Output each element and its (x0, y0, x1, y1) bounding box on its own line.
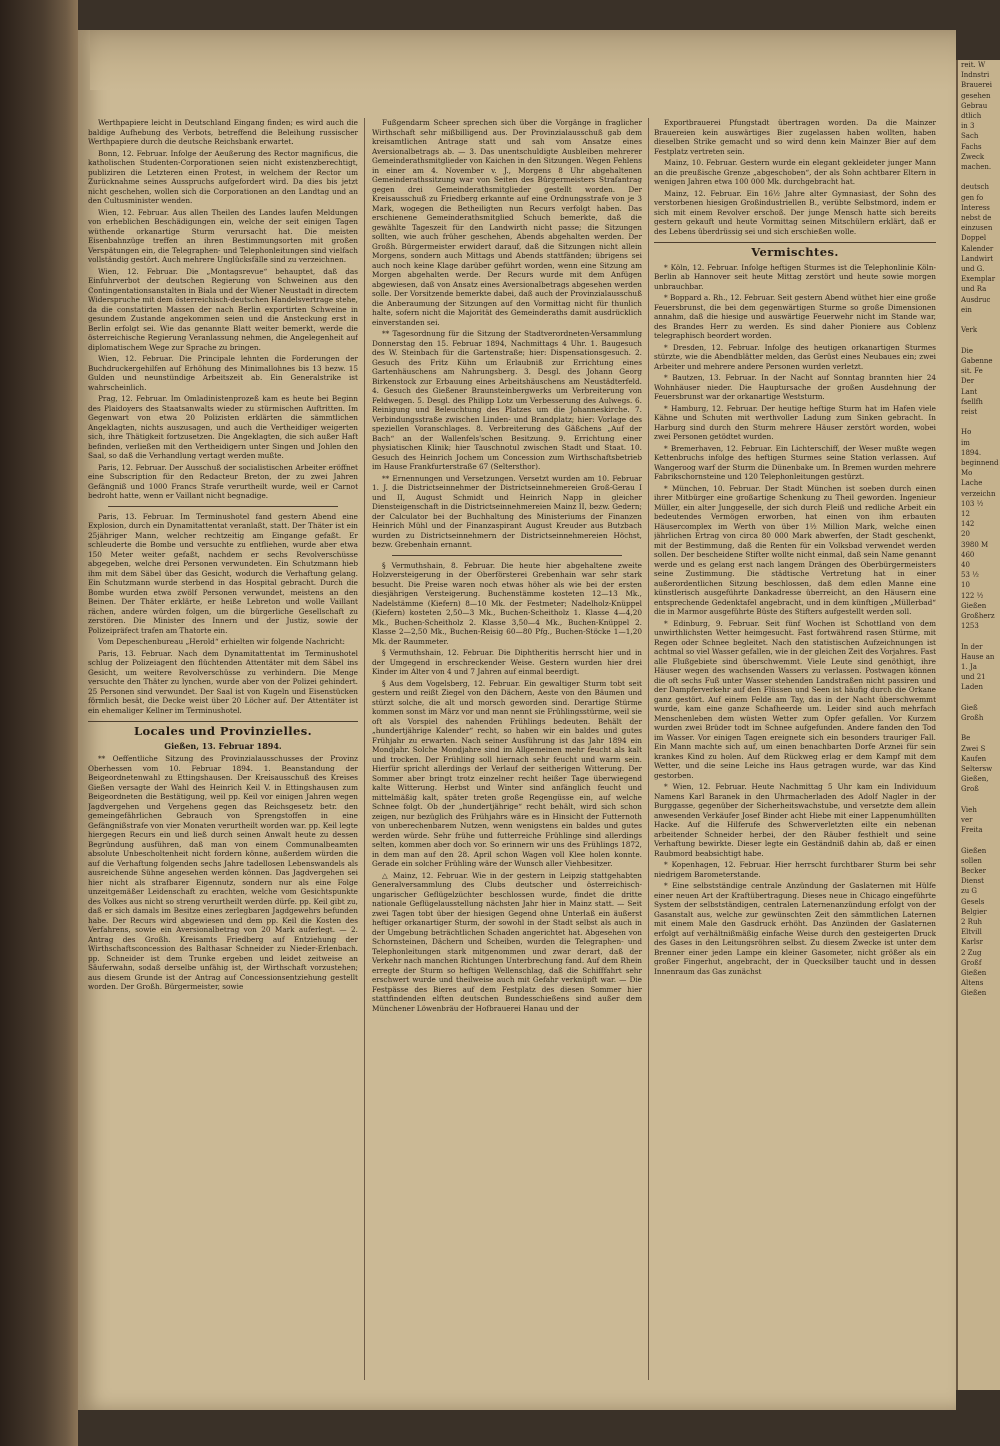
adjacent-page-fragment (961, 693, 1000, 703)
adjacent-page-fragment: Lache (961, 479, 983, 488)
adjacent-page-fragment: im (961, 438, 970, 447)
adjacent-page-fragment: 2 Zug (961, 948, 982, 957)
article-column-2 (372, 118, 642, 1380)
adjacent-page-fragment: Interess (961, 203, 990, 212)
book-spine-shadow (0, 0, 78, 1446)
adjacent-page-fragment: Ho (961, 428, 972, 437)
adjacent-page-fragment: machen. (961, 163, 992, 172)
adjacent-page-fragment: Zwei S (961, 744, 986, 753)
adjacent-page-fragment: 40 (961, 560, 970, 569)
section-heading: Vermischtes. (654, 242, 936, 258)
adjacent-page-fragment (961, 723, 1000, 733)
article-paragraph: Vom Depeschenbureau „Herold“ erhielten wir folgende Nachricht: (98, 637, 345, 646)
adjacent-page-fragment: 103 ½ (961, 499, 984, 508)
adjacent-page-fragment: beginnend (961, 458, 999, 467)
article-paragraph: * Eine selbstständige centrale Anzündung der Gaslaternen mit Hülfe einer neuen Art der Kraftübertragung. Dieses neue in Chicago eingeführte System der selbstständigen, centralen Laternenanzündung erfolgt von der Gasanstalt aus, welche zur gewünschten Zeit den sämmtlichen Laternen mit einem Male den Gasdruck erhöht. Das Anzünden der Gaslaternen erfolgt auf verhältnißmäßig einfache Weise durch den gesteigerten Druck des Gases in den Leitungsröhren selbst. Zu diesem Zwecke ist unter dem Brenner einer jeden Lampe ein kleiner Gasometer, nicht größer als ein großer Fingerhut, angebracht, der in Quecksilber taucht und in dessen Innenraum das Gas zunächst (654, 881, 936, 976)
adjacent-page-fragment (961, 631, 1000, 641)
adjacent-page-fragment: Eltvill (961, 928, 982, 937)
adjacent-page-fragment: Altens (961, 979, 984, 988)
article-paragraph: Wien, 12. Februar. Aus allen Theilen des Landes laufen Meldungen von erheblichen Beschädigungen ein, welche der seit einigen Tagen wüthende orkanartige Sturm verursacht hat. Die meisten Eisenbahnzüge treffen an ihren Bestimmungsorten mit großen Verspätungen ein, die Telegraphen- und Telephonleitungen sind vielfach vollständig gestört. Auch mehrere Unglücksfälle sind zu verzeichnen. (88, 207, 358, 264)
adjacent-page-fragment: Freita (961, 826, 983, 835)
article-column-1 (88, 118, 358, 1380)
adjacent-page-fragment: Großf (961, 958, 982, 967)
adjacent-page-fragment: und 21 (961, 673, 986, 682)
article-paragraph: Wien, 12. Februar. Die Principale lehnten die Forderungen der Buchdruckergehilfen auf Erhöhung des Minimallohnes bis 13 bezw. 15 Gulden und neunstündige Arbeitszeit ab. Ein Generalstrike ist wahrscheinlich. (88, 354, 358, 392)
adjacent-page-fragment: und Ra (961, 285, 987, 294)
article-paragraph: * Bautzen, 13. Februar. In der Nacht auf Sonntag brannten hier 24 Wohnhäuser nieder. Die Hauptursache der großen Ausdehnung der Feuersbrunst war der orkanartige Weststurm. (654, 373, 936, 401)
adjacent-page-fragment: Verk (961, 326, 978, 335)
article-paragraph: △ Mainz, 12. Februar. Wie in der gestern in Leipzig stattgehabten Generalversammlung des Clubs deutscher und österreichisch-ungarischer Geflügelzüchter beschlossen wurde, findet die dritte nationale Geflügelausstellung nächsten Jahr hier in Mainz statt. — Seit zwei Tagen tobt über der hiesigen Gegend ohne Unterlaß ein äußerst heftiger orkanartiger Sturm, der sowohl in der Stadt selbst als auch in der Umgebung beträchtlichen Schaden angerichtet hat. Abgesehen von Schornsteinen, Dächern und Scheiben, wurden die Telegraphen- und Telephonleitungen stark mitgenommen und zwar derart, daß der Verkehr nach manchen Richtungen Unterbrechung fand. Auf dem Rhein erregte der Sturm so heftigen Wellenschlag, daß die Schifffahrt sehr erschwert wurde und theilweise auch mit Gefahr verknüpft war. — Die Festpässe des Bieres auf dem Festplatz des diesen Sommer hier stattfindenden elften deutschen Bundesschießens sind außer dem Münchener Löwenbräu der Hofbrauerei Hanau und der (372, 870, 642, 1013)
article-paragraph: Paris, 13. Februar. Im Terminushotel fand gestern Abend eine Explosion, durch ein Dynamitattentat veranlaßt, statt. Der Thäter ist ein 25jähriger Mann, welcher rechtzeitig am Eingange gefaßt. Er schleuderte die Bombe und versuchte zu entfliehen, wurde aber etwa 150 Meter weiter gefaßt, nachdem er sechs Revolverschüsse abgegeben, welche drei Personen verwundeten. Ein Schutzmann hieb ihm mit dem Säbel über das Gesicht, wodurch die Verhaftung gelang. Ein Schutzmann wurde sterbend in das Hospital gebracht. Durch die Bombe wurden etwa zwölf Personen verwundet, meistens an den Beinen. Der Thäter erklärte, er heiße Lebreton und wolle Vaillant rächen, andere würden folgen, um die bürgerliche Gesellschaft zu zerstören. Die Minister des Innern und der Justiz, sowie der Polizeipräfect trafen am Thatorte ein. (88, 511, 358, 635)
article-paragraph: Werthpapiere leicht in Deutschland Eingang finden; es wird auch die baldige Aufhebung des Verbots, betreffend die Beleihung russischer Werthpapiere durch die deutsche Reichsbank erwartet. (88, 118, 358, 146)
adjacent-page-fragment (961, 315, 1000, 325)
adjacent-page-edge (956, 60, 1000, 1390)
article-paragraph: * Hamburg, 12. Februar. Der heutige heftige Sturm hat im Hafen viele Kähne und Schuten mit werthvoller Ladung zum Sinken gebracht. In Harburg sind durch den Sturm mehrere Häuser zerstört worden, wobei zwei Personen getödtet wurden. (654, 403, 936, 441)
article-column-3 (654, 118, 936, 1380)
adjacent-page-fragment (961, 172, 1000, 182)
adjacent-page-fragment: dtlich (961, 112, 982, 121)
adjacent-page-fragment: Exemplar (961, 275, 996, 284)
adjacent-page-fragment: nebst de (961, 214, 992, 223)
article-paragraph: Bonn, 12. Februar. Infolge der Aeußerung des Rector magnificus, die katholischen Studenten-Corporationen seien nicht existenzberechtigt, publiziren die Letzteren einen Protest, in welchem der Rector um Zurücknahme seines Ausspruchs aufgefordert wird. Da dies bis jetzt nicht geschehen, wollen sich die Corporationen an den Landtag und an den Cultusminister wenden. (88, 148, 358, 205)
adjacent-page-fragment: Der (961, 377, 975, 386)
article-paragraph: Exportbrauerei Pfungstadt übertragen worden. Da die Mainzer Brauereien kein auswärtiges Bier zugelassen haben wollten, haben dieselben Strike gemacht und so wird denn kein Mainzer Bier auf dem Festplatz vertreten sein. (654, 118, 936, 156)
adjacent-page-fragment: 10 (961, 581, 970, 590)
article-paragraph: ** Tagesordnung für die Sitzung der Stadtverordneten-Versammlung Donnerstag den 15. Februar 1894, Nachmittags 4 Uhr. 1. Baugesuch des W. Steinbach für die Gartenstraße; hier: Dispensationsgesuch. 2. Gesuch des Fritz Kühn um Erlaubniß zur Errichtung eines Gartenhäuschens am Nahrungsberg. 3. Desgl. des Johann Georg Birkenstock zur Erbauung eines Arbeitshäuschens am Neustädterfeld. 4. Gesuch des Gießener Braunsteinbergwerks um Verbreiterung von Feldwegen. 5. Desgl. des Philipp Lotz um Verbesserung des Aulwegs. 6. Reinigung und Beleuchtung des Platzes um die Johanneskirche. 7. Verbindungsstraße zwischen Linden- und Brandplatz; hier: Vorlage des speziellen Voranschlages. 8. Verbreiterung des Gäßchens „Auf der Bach“ an der Wallenfels'schen Besitzung. 9. Errichtung einer physiatischen Klinik; hier Tauschnotul zwischen Stadt und Staat. 10. Gesuch des Heinrich Jochem um Concession zum Wirthschaftsbetrieb im Hause Frankfurterstraße 67 (Seltersthor). (372, 329, 642, 471)
adjacent-page-fragment: Indnstri (961, 71, 990, 80)
adjacent-page-fragment: Karlsr (961, 938, 983, 947)
adjacent-page-fragment: 3980 M (961, 540, 989, 549)
adjacent-page-fragment: 2 Ruh (961, 918, 982, 927)
page-top-discoloration (90, 30, 956, 90)
dateline: Gießen, 13. Februar 1894. (164, 740, 282, 751)
adjacent-page-fragment: Gießen, (961, 775, 989, 784)
adjacent-page-fragment: Brauerei (961, 81, 993, 90)
adjacent-page-fragment: Kaufen (961, 754, 987, 763)
adjacent-page-fragment: Die (961, 346, 973, 355)
section-divider (108, 506, 338, 507)
adjacent-page-fragment: einzusen (961, 224, 993, 233)
adjacent-page-fragment: Laden (961, 683, 983, 692)
article-paragraph: * Edinburg, 9. Februar. Seit fünf Wochen ist Schottland von dem unwirthlichsten Wetter heimgesucht. Fast fortwährend rasen Stürme, mit Regen oder Schnee begleitet. Nach den statistischen Aufzeichnungen ist achtmal so viel Wasser gefallen, wie in der gleichen Zeit des Vorjahres. Fast alle Flußgebiete sind überschwemmt. Viele Leute sind genöthigt, ihre Häuser wegen des wachsenden Wassers zu verlassen. Postwagen können die oft sechs Fuß unter Wasser stehenden Landstraßen nicht passiren und der Dampferverkehr auf den Flüssen und Seen ist häufig durch die Orkane ganz gestört. Auf einem Felde am Tay, das in der Nacht überschwemmt wurde, kam eine ganze Schafheerde um. Leider sind auch mehrfach Menschenleben dem wüsten Wetter zum Opfer gefallen. Vor Kurzem wurden zwei Brüder todt im Schnee aufgefunden. Andere fanden den Tod im Wasser. Vor einigen Tagen ereignete sich ein besonders trauriger Fall. Ein Mann machte sich auf, um einen benachbarten Dorfe Arznei für sein krankes Kind zu holen. Auf dem Rückweg erlag er dem Kampf mit dem Wetter, und die seine Leiche ins Haus getragen wurde, war das Kind gestorben. (654, 618, 936, 780)
article-paragraph: Wien, 12. Februar. Die „Montagsrevue“ behauptet, daß das Einfuhrverbot der deutschen Regierung von Schweinen aus den Contingentationsanstalten in Biala und der Wiener Neustadt in directem Widerspruche mit dem österreichisch-deutschen Handelsvertrage stehe, da die constatirten Massen der nach Berlin exportirten Schweine in gesundem Zustande angekommen seien und die Ansteckung erst in Berlin erfolgt sei. Wie das genannte Blatt weiter bemerkt, werde die österreichische Regierung Veranlassung nehmen, die Angelegenheit auf diplomatischem Wege zur Sprache zu bringen. (88, 266, 358, 352)
adjacent-page-fragment: zu G (961, 887, 978, 896)
adjacent-page-fragment: 12 (961, 509, 970, 518)
article-paragraph: Fußgendarm Scheer sprechen sich über die Vorgänge in fraglicher Wirthschaft sehr mißbilligend aus. Der Provinzialausschuß gab dem kreisamtlichen Antrage statt und sah vom Ansatze eines Aversionalbetrags ab. — 3. Das unentschuldigte Ausbleiben mehrerer Gemeinderathsmitglieder von Kaichen in den Sitzungen. Wegen Fehlens in einer am 4. November v. J., Morgens 8 Uhr abgehaltenen Gemeinderathssitzung war von Seiten des Bürgermeisters Strafantrag gegen drei Gemeinderathsmitglieder gestellt worden. Der Kreisausschuß zu Friedberg erkannte auf eine Ordnungsstrafe von je 3 Mark, wogegen die Betheiligten nun Recurs verfolgt haben. Das erschienene Gemeinderathsmitglied Schuch bemerkte, daß die gewählte Tageszeit für den Landwirth nicht passe; die Sitzungen sollten, wie auch früher geschehen, Abends abgehalten werden. Der Großh. Bürgermeister erwidert darauf, daß die Sitzungen nicht allein Morgens, sondern auch Mittags und Abends stattfänden; übrigens sei auch noch keine Klage darüber geführt worden, wenn eine Sitzung am Morgen abgehalten werde. Der Recurs wurde mit dem Anfügen abgewiesen, daß von Ansatz eines Aversionalbetrags abgesehen werden solle. Der Vorsitzende bemerkte dabei, daß auch der Provinzialausschuß die Anberaumung der Sitzungen auf den Vormittag nicht für thunlich halte, sofern nicht die Majorität des Gemeinderaths damit ausdrücklich einverstanden sei. (372, 118, 642, 327)
adjacent-page-fragment: Gieß (961, 703, 978, 712)
article-paragraph: * Kopenhagen, 12. Februar. Hier herrscht furchtbarer Sturm bei sehr niedrigem Barometerstande. (654, 860, 936, 879)
column-rule (364, 118, 365, 1380)
adjacent-page-fragment: Kalender (961, 244, 994, 253)
adjacent-page-fragment: 53 ½ (961, 571, 979, 580)
adjacent-page-fragment: sit. Fe (961, 367, 983, 376)
article-paragraph: Mainz, 10. Februar. Gestern wurde ein elegant gekleideter junger Mann an die preußische Grenze „abgeschoben“, der als Sohn achtbarer Eltern in wenigen Jahren etwa 100 000 Mk. durchgebracht hat. (654, 158, 936, 186)
adjacent-page-fragment: Lant (961, 387, 978, 396)
adjacent-page-fragment: in 3 (961, 122, 975, 131)
adjacent-page-fragment: reit. W (961, 61, 986, 69)
adjacent-page-fragment: Mo (961, 469, 973, 478)
article-paragraph: § Aus dem Vogelsberg, 12. Februar. Ein gewaltiger Sturm tobt seit gestern und reißt Ziegel von den Dächern, Aeste von den Bäumen und stürzt solche, die alt und morsch geworden sind. Derartige Stürme kommen sonst im März vor und man nennt sie Frühlingsstürme, weil sie oft als Vorspiel des nahenden Frühlings bedeuten. Behält der „hundertjährige Kalender“ recht, so haben wir ein baldes und gutes Frühjahr zu erwarten. Nach seiner Ausführung ist das Jahr 1894 ein Mondjahr. Solche Mondjahre sind im Allgemeinen mehr feucht als kalt und trocken. Der Frühling soll hiernach sehr feucht und warm sein. Hierfür spricht allerdings der Verlauf der seitherigen Witterung. Der Sommer aber bringt trotz einzelner recht heißer Tage überwiegend kalte Witterung. Herbst und Winter sind anfänglich feucht und mittelmäßig kalt, später treten große Regengüsse ein, auf welche Schnee folgt. Ob der „hundertjährige“ recht behält, wird sich schon zeigen, nur bezüglich des Frühjahrs wäre es in Hinsicht der Futternoth von unberechenbarem Nutzen, wenn wenigstens ein baldes und gutes werden würde. Sehr frühe und futterreiche Frühlinge sind allerdings selten, kommen aber doch vor. So erinnern wir uns des Frühlings 1872, in dem man auf den 28. April schon Wagen voll Klee holen konnte. Gerade ein solcher Frühling wäre der Wunsch aller Viehbesitzer. (372, 678, 642, 868)
adjacent-page-fragment: ver (961, 816, 973, 825)
article-paragraph: * Bremerhaven, 12. Februar. Ein Lichterschiff, der Weser mußte wegen Kettenbruchs infolge des heftigen Sturmes seine Station verlassen. Auf Wangeroog warf der Sturm die Dünenbake um. In Bremen wurden mehrere Fabrikschornsteine und 120 Telephonleitungen gestürzt. (654, 443, 936, 481)
adjacent-page-fragment: Fachs (961, 142, 982, 151)
adjacent-page-fragment: Dienst (961, 877, 984, 886)
article-paragraph: * Wien, 12. Februar. Heute Nachmittag 5 Uhr kam ein Individuum Namens Karl Baranek in den Uhrmacherladen des Adolf Nagler in der Burggasse, gegenüber der Sicherheitswachstube, und versetzte dem allein anwesenden Verkäufer Josef Binder acht Hiebe mit einer Lappenumhüllten Hacke. Auf die Hilferufe des Schwerverletzten eilte ein nebenan arbeitender Schneider herbei, der den Räuber festhielt und seine Verhaftung bewirkte. Dieser legte ein Geständniß dahin ab, daß er einen Raubmord beabsichtigt habe. (654, 782, 936, 858)
adjacent-page-fragment: 122 ½ (961, 591, 984, 600)
adjacent-page-fragment: fsellfh (961, 397, 983, 406)
adjacent-page-fragment: Gießen (961, 969, 987, 978)
adjacent-page-fragment: Ausdruc (961, 295, 991, 304)
article-paragraph: * München, 10. Februar. Der Stadt München ist soeben durch einen ihrer Mitbürger eine großartige Schenkung zu Theil geworden. Ingenieur Müller, ein alter Junggeselle, der sich durch Fleiß und redliche Arbeit ein bedeutendes Vermögen erworben, hat einen von ihm erbauten Häusercomplex im Werth von über 1½ Million Mark, welche einen jährlichen Ertrag von circa 80 000 Mark abwerfen, der Stadt geschenkt, mit der Bestimmung, daß die Renten für ein Volksbad verwendet werden sollen. Der bescheidene Stifter wollte nicht einmal, daß sein Name genannt werde und es gelang erst nach langem Drängen des Oberbürgermeisters seine Zustimmung. Die städtische Vertretung hat in einer außerordentlichen Sitzung beschlossen, daß dem edlen Manne eine künstlerisch ausgeführte Dankadresse überreicht, an den Häusern eine entsprechende Gedenktafel angebracht, und in dem künftigen „Müllerbad“ die in Marmor ausgeführte Büste des Stifters aufgestellt werden soll. (654, 483, 936, 616)
article-paragraph: Paris, 13. Februar. Nach dem Dynamitattentat im Terminushotel schlug der Polizeiagent den flüchtenden Attentäter mit dem Säbel ins Gesicht, um weitere Revolverschüsse zu verhindern. Die Menge versuchte den Thäter zu lynchen, wurde aber von der Polizei gehindert. 25 Personen sind verwundet. Der Saal ist von Kugeln und Eisenstücken förmlich besät, die Decke weist über 20 Löcher auf. Der Attentäter ist ein ehemaliger Kellner im Terminushotel. (88, 648, 358, 715)
adjacent-page-fragment: Gießen (961, 601, 987, 610)
adjacent-page-fragment: sollen (961, 856, 982, 865)
adjacent-page-fragment: verzeichn (961, 489, 996, 498)
adjacent-page-fragment: Vieh (961, 805, 977, 814)
article-paragraph: * Boppard a. Rh., 12. Februar. Seit gestern Abend wüthet hier eine große Feuersbrunst, die bei dem gegenwärtigen Sturme so große Dimensionen annahm, daß die hiesige und auswärtige Feuerwehr nicht im Stande war, des Brandes Herr zu werden. Es sind daher Pioniere aus Coblenz telegraphisch beordert worden. (654, 293, 936, 340)
adjacent-page-fragment: Seltersw (961, 765, 993, 774)
adjacent-page-fragment: Hause an (961, 652, 995, 661)
adjacent-page-fragment: Groß (961, 785, 979, 794)
adjacent-page-fragment: Gießen (961, 846, 987, 855)
adjacent-page-fragment: Landwirt (961, 254, 994, 263)
adjacent-page-fragment: Doppel (961, 234, 987, 243)
adjacent-page-fragment: Belgier (961, 907, 987, 916)
adjacent-page-fragment (961, 335, 1000, 345)
adjacent-page-fragment: In der (961, 642, 983, 651)
adjacent-page-fragment: gen fo (961, 193, 984, 202)
article-paragraph: Mainz, 12. Februar. Ein 16½ Jahre alter Gymnasiast, der Sohn des verstorbenen hiesigen Großindustriellen B., verübte Selbstmord, indem er sich mit einem Revolver erschoß. Der junge Mensch hatte sich bereits gestern gekauft und heute Vormittag seinen Mitschülern erklärt, daß er des Lebens überdrüssig sei und sich erschießen wolle. (654, 188, 936, 236)
adjacent-page-fragment (961, 417, 1000, 427)
adjacent-page-fragment: Becker (961, 867, 986, 876)
adjacent-page-fragment: 460 (961, 550, 975, 559)
adjacent-page-fragment: Gießen (961, 989, 987, 998)
adjacent-page-fragment: Gesels (961, 897, 985, 906)
adjacent-page-fragment: gesehen (961, 91, 991, 100)
adjacent-page-fragment: reist (961, 407, 978, 416)
adjacent-page-fragment: 1. Ja (961, 662, 977, 671)
section-heading: Locales und Provinzielles. (88, 721, 358, 737)
adjacent-page-fragment: Be (961, 734, 971, 743)
adjacent-page-fragment: 1253 (961, 622, 979, 631)
article-paragraph: § Vermuthshain, 12. Februar. Die Diphtheritis herrscht hier und in der Umgegend in erschreckender Weise. Gestern wurden hier drei Kinder im Alter von 4 und 7 Jahren auf einmal beerdigt. (372, 648, 642, 676)
adjacent-page-fragment: ein (961, 305, 972, 314)
article-paragraph: * Dresden, 12. Februar. Infolge des heutigen orkanartigen Sturmes stürzte, wie die Abendblätter melden, das Gerüst eines Neubaues ein; zwei Arbeiter und mehrere andere Personen wurden verletzt. (654, 342, 936, 371)
column-rule (648, 118, 649, 1380)
article-paragraph: § Vermuthshain, 8. Februar. Die heute hier abgehaltene zweite Holzversteigerung in der Oberförsterei Grebenhain war sehr stark besucht. Die Preise waren noch etwas höher als wie bei der ersten diesjährigen Versteigerung. Buchenstämme kosteten 12—13 Mk., Nadelstämme (Kiefern) 8—10 Mk. der Festmeter; Nadelholz-Knüppel (Kiefern) kosteten 2,50—3 Mk., Buchen-Scheitholz 1. Klasse 4—4,20 Mk., Buchen-Scheitholz 2. Klasse 3,50—4 Mk., Buchen-Knüppel 2. Klasse 2—2,50 Mk., Buchen-Reisig 60—80 Pfg., Buchen-Stöcke 1—1,20 Mk. der Raummeter. (372, 560, 642, 646)
adjacent-page-fragment: Gabenne (961, 356, 993, 365)
article-paragraph: Paris, 12. Februar. Der Ausschuß der socialistischen Arbeiter eröffnet eine Subscription für den Redacteur Breton, der zu zwei Jahren Gefängniß und 1000 Francs Strafe verurtheilt wurde, weil er Carnot bedroht hatte, wenn er Vaillant nicht begnadige. (88, 462, 358, 500)
adjacent-page-fragment (961, 795, 1000, 805)
adjacent-page-fragment: deutsch (961, 183, 989, 192)
article-paragraph: ** Oeffentliche Sitzung des Provinzialausschusses der Provinz Oberhessen vom 10. Februar 1894. 1. Beanstandung der Beigeordnetenwahl zu Ettingshausen. Der Kreisausschuß des Kreises Gießen versagte der Wahl des Heinrich Keil V. in Ettingshausen zum Beigeordneten die Bestätigung, weil pp. Keil vor einigen Jahren wegen Jagdvergehen und Vergehens gegen das Reichsgesetz betr. den gemeingefährlichen Gebrauch von Sprengstoffen in eine Gefängnißstrafe von vier Monaten verurtheilt worden war. pp. Keil legte hiergegen Recurs ein und ließ durch seinen Anwalt heute zu dessen Begründung ausführen, daß man von einem Communalbeamten absolute Unbescholtenheit nicht fordern könne, außerdem würden die auf die Verhaftung folgenden sechs Jahre tadellosen Lebenswandels als ausreichende Sühne angesehen werden können. Das Jagdvergehen sei hier nicht als strafbarer Eigennutz, sondern nur als eine Folge unzeitgemäßer Leidenschaft zu erachten, welche vom Gesichtspunkte des Volkes aus nicht so streng verurtheilt werden dürfe. pp. Keil gibt zu, daß er sich damals im Besitze eines zerlegbaren Jagdgewehrs befunden habe. Der Recurs wird abgewiesen und dem pp. Keil die Kosten des Verfahrens, sowie ein Aversionalbetrag von 20 Mark auferlegt. — 2. Antrag des Großh. Kreisamts Friedberg auf Entziehung der Wirthschaftsconcession des Balthasar Schneider zu Nieder-Erlenbach. pp. Schneider ist dem Trunke ergeben und leidet zeitweise an Säuferwahn, sodaß derselbe unfähig ist, der Wirthschaft vorzustehen; aus diesem Grunde ist der Antrag auf Concessionsentziehung gestellt worden. Der Großh. Bürgermeister, sowie (88, 754, 358, 991)
adjacent-page-fragment: Sach (961, 132, 979, 141)
adjacent-page-fragment: 20 (961, 530, 970, 539)
adjacent-page-fragment: Gebrau (961, 101, 988, 110)
article-paragraph: ** Ernennungen und Versetzungen. Versetzt wurden am 10. Februar 1. J. die Districtseinnehmer der Districtseinnehmereien Groß-Gerau I und II, August Schmidt und Heinrich Napp in gleicher Diensteigenschaft in die Districtseinnehmereien Mainz II, bezw. Gedern; der Calculator bei der Buchhaltung des Ministeriums der Finanzen Heinrich Mühl und der Finanzaspirant August Kreuder aus Butzbach wurden zu Districtseinnehmern der Districtseinnehmereien Höchst, bezw. Grebenhain ernannt. (372, 473, 642, 549)
section-divider (392, 555, 622, 556)
adjacent-page-fragment: und G. (961, 265, 985, 274)
article-paragraph: Prag, 12. Februar. Im Omladinistenprozeß kam es heute bei Beginn des Plaidoyers des Staatsanwalts wieder zu stürmischen Auftritten. Im Gegenwart von etwa 20 Polizisten erklärten die sämmtlichen Angeklagten, nichts auszusagen, und auch die Vertheidiger weigerten sich, ihre Thätigkeit fortzusetzen. Die Angeklagten, die sich außer Haft befinden, verließen mit den Vertheidigern unter Singen und Johlen den Saal, so daß die Verhandlung vertagt werden mußte. (88, 394, 358, 460)
adjacent-page-fragment: Zweck (961, 152, 985, 161)
adjacent-page-fragment: Großherz (961, 611, 995, 620)
adjacent-page-fragment: 1894. (961, 448, 982, 457)
article-paragraph: * Köln, 12. Februar. Infolge heftigen Sturmes ist die Telephonlinie Köln-Berlin ab Hannover seit heute Mittag zerstört und heute sowie morgen unbrauchbar. (654, 262, 936, 291)
adjacent-page-fragment: 142 (961, 520, 975, 529)
adjacent-page-fragment: Großh (961, 714, 984, 722)
adjacent-page-fragment (961, 835, 1000, 845)
